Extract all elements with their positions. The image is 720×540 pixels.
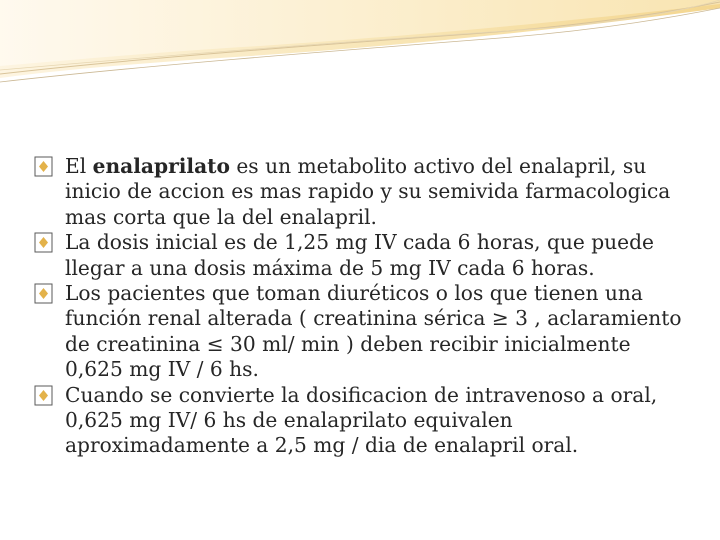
- diamond-bullet-icon: [34, 385, 53, 406]
- item-text: La dosis inicial es de 1,25 mg IV cada 6 horas, que puede llegar a una dosis máxima de 5 mg IV cada 6 horas.: [65, 230, 654, 280]
- diamond-bullet-icon: [34, 232, 53, 253]
- item-bold-term: enalaprilato: [92, 154, 230, 178]
- item-text: es un metabolito activo del enalapril, su inicio de accion es mas rapido y su semivida farmacologica mas corta que la del enalapril.: [65, 154, 671, 229]
- header-wave-decoration: [0, 0, 720, 110]
- list-item: [34, 281, 694, 383]
- bullet-list: [34, 154, 694, 459]
- list-item: [34, 154, 694, 230]
- list-item: [34, 383, 694, 459]
- diamond-bullet-icon: [34, 156, 53, 177]
- diamond-bullet-icon: [34, 283, 53, 304]
- item-text: Los pacientes que toman diuréticos o los que tienen una función renal alterada ( creatinina sérica ≥ 3 , aclaramiento de creatinina ≤ 30 ml/ min ) deben recibir inicialmente 0,625 mg IV / 6 hs.: [65, 281, 682, 382]
- item-lead-text: El: [65, 154, 93, 178]
- list-item: [34, 230, 694, 281]
- item-text: Cuando se convierte la dosificacion de intravenoso a oral, 0,625 mg IV/ 6 hs de enalaprilato equivalen aproximadamente a 2,5 mg / dia de enalapril oral.: [65, 382, 658, 458]
